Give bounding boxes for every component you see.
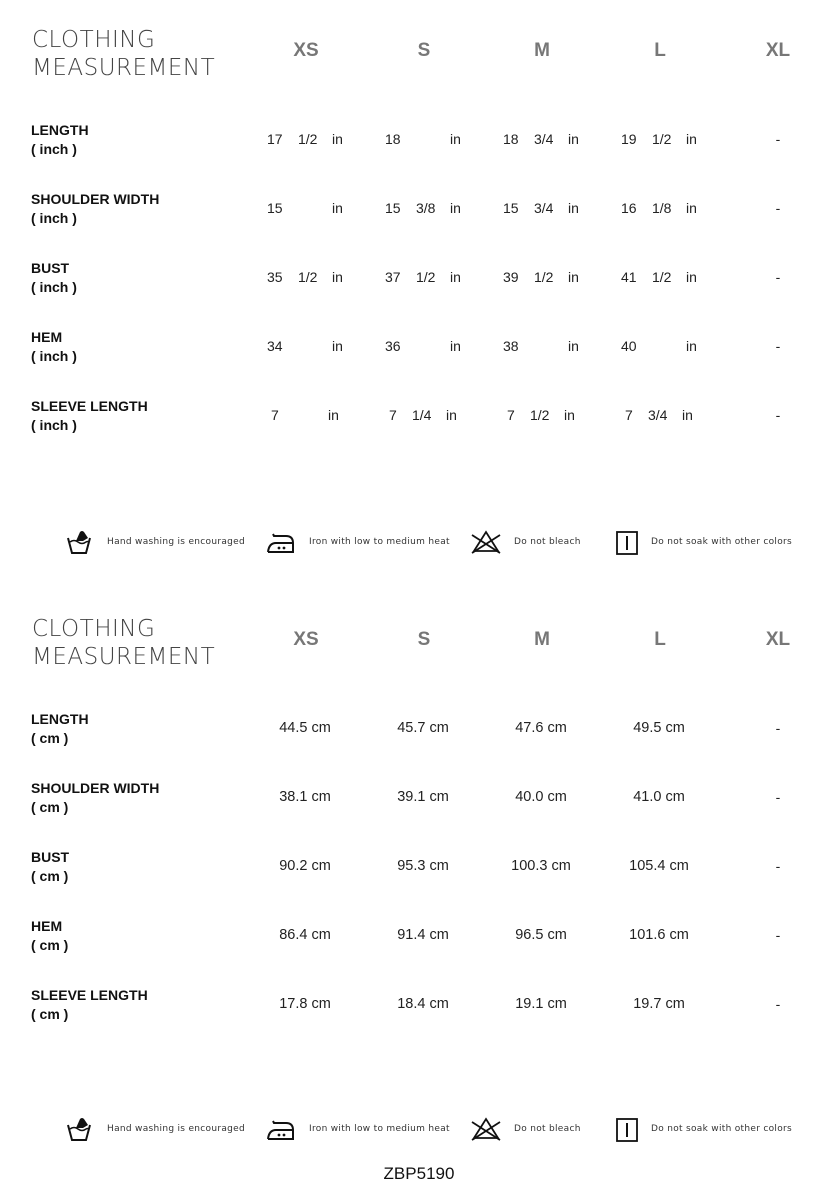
measurement-cell: 40.0 cm — [515, 789, 567, 805]
xl-cell: - — [775, 407, 781, 423]
xl-cell: - — [775, 927, 781, 943]
measurement-cell: 19.7 cm — [633, 996, 685, 1012]
row-label: LENGTH ( inch ) — [31, 122, 89, 157]
size-header-m: M — [534, 40, 550, 61]
product-code: ZBP5190 — [383, 1164, 455, 1183]
measurement-cell: 44.5 cm — [279, 720, 331, 736]
size-header-l: L — [654, 40, 666, 61]
row-label: SLEEVE LENGTH ( inch ) — [31, 398, 148, 433]
no-bleach-icon — [470, 1116, 502, 1142]
row-label: SHOULDER WIDTH ( cm ) — [31, 780, 160, 815]
no-soak-icon — [616, 531, 638, 555]
row-label: BUST ( cm ) — [31, 849, 70, 884]
xl-cell: - — [775, 720, 781, 736]
section-title — [32, 615, 215, 671]
measurement-cell: 101.6 cm — [629, 927, 689, 943]
table-row-hem: HEM ( inch ) 34 in 36 in 38 in 40 in - — [0, 328, 838, 368]
measurement-cell: 90.2 cm — [279, 858, 331, 874]
care-text: Iron with low to medium heat — [309, 1124, 450, 1134]
xl-cell: - — [775, 858, 781, 874]
table-row-shoulder-width: SHOULDER WIDTH ( inch ) 15 in 15 3/8 in 15 3/4 in 16 1/8 in - — [0, 190, 838, 230]
care-text: Do not bleach — [514, 537, 581, 547]
care-text: Hand washing is encouraged — [107, 1124, 246, 1134]
table-row-sleeve-length — [0, 986, 838, 1026]
table-row-shoulder-width — [0, 779, 838, 819]
xl-cell: - — [775, 131, 781, 147]
measurement-cell: 41.0 cm — [633, 789, 685, 805]
care-instructions — [0, 1116, 838, 1146]
measurement-cell: 45.7 cm — [397, 720, 449, 736]
xl-cell: - — [775, 338, 781, 354]
size-header-xs: XS — [293, 40, 319, 61]
measurement-cell: 39.1 cm — [397, 789, 449, 805]
measurement-cell: 95.3 cm — [397, 858, 449, 874]
measurement-cell: 96.5 cm — [515, 927, 567, 943]
table-row-bust — [0, 848, 838, 888]
hand-wash-icon — [66, 529, 94, 555]
iron-icon — [266, 1118, 296, 1142]
xl-cell: - — [775, 996, 781, 1012]
table-row-length: LENGTH ( inch ) 17 1/2 in 18 in 18 3/4 in 19 1/2 in - — [0, 121, 838, 161]
size-header-xs: XS — [293, 629, 319, 650]
care-text: Iron with low to medium heat — [309, 537, 450, 547]
size-header-m: M — [534, 629, 550, 650]
care-text: Do not bleach — [514, 1124, 581, 1134]
hand-wash-icon — [66, 1116, 94, 1142]
size-header-s: S — [417, 629, 431, 650]
care-text: Hand washing is encouraged — [107, 537, 246, 547]
measurement-cell: 17.8 cm — [279, 996, 331, 1012]
measurement-cell: 91.4 cm — [397, 927, 449, 943]
title-line-2: MEASUREMENT — [32, 644, 216, 670]
measurement-cell: 19.1 cm — [515, 996, 567, 1012]
measurement-cell: 47.6 cm — [515, 720, 567, 736]
table-row-bust: BUST ( inch ) 35 1/2 in 37 1/2 in 39 1/2 in 41 1/2 in - — [0, 259, 838, 299]
row-label: SLEEVE LENGTH ( cm ) — [31, 987, 148, 1022]
row-label: SHOULDER WIDTH ( inch ) — [31, 191, 160, 226]
section-title — [32, 26, 215, 82]
measurement-cell: 105.4 cm — [629, 858, 689, 874]
table-row-hem — [0, 917, 838, 957]
measurement-cell: 18.4 cm — [397, 996, 449, 1012]
iron-icon — [266, 531, 296, 555]
xl-cell: - — [775, 269, 781, 285]
row-label: LENGTH ( cm ) — [31, 711, 89, 746]
row-label: BUST ( inch ) — [31, 260, 77, 295]
care-text: Do not soak with other colors — [651, 537, 793, 547]
xl-cell: - — [775, 200, 781, 216]
xl-cell: - — [775, 789, 781, 805]
measurement-cell: 100.3 cm — [511, 858, 571, 874]
table-row-sleeve-length: SLEEVE LENGTH ( inch ) 7 in 7 1/4 in 7 1/2 in 7 3/4 in - — [0, 397, 838, 437]
size-header-s: S — [417, 40, 431, 61]
size-header-l: L — [654, 629, 666, 650]
row-label: HEM ( cm ) — [31, 918, 69, 953]
measurement-cell: 49.5 cm — [633, 720, 685, 736]
row-label: HEM ( inch ) — [31, 329, 77, 364]
title-line-2: MEASUREMENT — [32, 55, 216, 81]
care-instructions — [0, 529, 838, 559]
table-row-length — [0, 710, 838, 750]
measurement-cell: 38.1 cm — [279, 789, 331, 805]
title-line-1: CLOTHING — [32, 27, 156, 53]
title-line-1: CLOTHING — [32, 616, 156, 642]
no-soak-icon — [616, 1118, 638, 1142]
size-header-xl: XL — [765, 629, 791, 650]
measurement-cell: 86.4 cm — [279, 927, 331, 943]
size-header-xl: XL — [765, 40, 791, 61]
care-text: Do not soak with other colors — [651, 1124, 793, 1134]
no-bleach-icon — [470, 529, 502, 555]
